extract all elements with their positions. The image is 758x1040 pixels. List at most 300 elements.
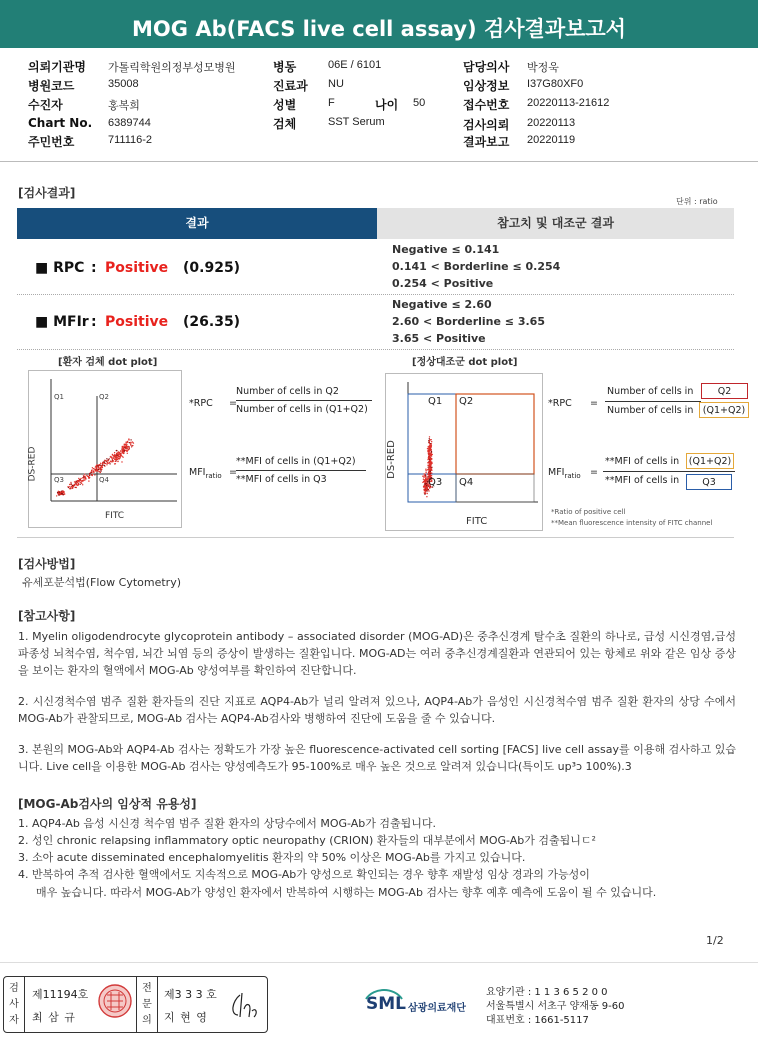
scatter-dot	[427, 462, 428, 463]
scatter-dot	[112, 457, 113, 458]
equals-sign: =	[229, 398, 237, 409]
scatter-dot	[132, 445, 133, 446]
scatter-dot	[425, 470, 426, 471]
mfir-name: ■ MFIr	[35, 314, 89, 330]
scatter-dot	[84, 474, 85, 475]
footnote-mfi: **Mean fluorescence intensity of FITC channel	[551, 519, 713, 527]
code-label: 병원코드	[28, 79, 75, 93]
rpc-name: ■ RPC	[35, 260, 85, 276]
rpc-numerator-box: Q2	[701, 383, 748, 399]
scatter-dot	[118, 455, 119, 456]
scatter-dot	[96, 469, 97, 470]
scatter-dot	[429, 452, 430, 453]
mfi-text: MFI	[548, 467, 565, 478]
scatter-dot	[430, 458, 431, 459]
scatter-dot	[91, 469, 92, 470]
scatter-dot	[127, 450, 128, 451]
box-divider	[136, 977, 137, 1032]
row-divider	[17, 349, 734, 350]
scatter-dot	[431, 441, 432, 442]
scatter-dot	[117, 461, 118, 462]
scatter-dot	[114, 454, 115, 455]
scatter-dot	[82, 484, 83, 485]
scatter-dot	[100, 470, 101, 471]
result-section-title: [검사결과]	[18, 186, 76, 200]
doctor-value: 박정욱	[527, 62, 559, 74]
rpc-formula-label: *RPC	[189, 398, 213, 409]
scatter-dot	[429, 446, 430, 447]
utility-item-1: 1. AQP4-Ab 음성 시신경 척수염 범주 질환 환자의 상당수에서 MOG-Ab가 검출됩니다.	[18, 817, 436, 830]
scatter-dot	[102, 463, 103, 464]
scatter-dot	[116, 450, 117, 451]
scatter-dot	[78, 478, 79, 479]
org-logo	[364, 985, 480, 1025]
utility-title: [MOG-Ab검사의 임상적 유용성]	[18, 797, 197, 811]
scatter-dot	[88, 476, 89, 477]
rpc-denominator: Number of cells in (Q1+Q2)	[236, 404, 368, 415]
scatter-dot	[69, 486, 70, 487]
scatter-dot	[130, 443, 131, 444]
scatter-dot	[431, 453, 432, 454]
scatter-dot	[115, 461, 116, 462]
scatter-dot	[429, 462, 430, 463]
scatter-dot	[424, 490, 425, 491]
scatter-dot	[429, 467, 430, 468]
examiner-label	[7, 981, 21, 1029]
mfi-subscript: ratio	[564, 471, 581, 480]
scatter-dot	[430, 462, 431, 463]
q2-label: Q2	[459, 396, 474, 407]
scatter-dot	[80, 479, 81, 480]
scatter-dot	[83, 479, 84, 480]
scatter-dot	[96, 470, 97, 471]
scatter-dot	[122, 452, 123, 453]
scatter-dot	[431, 455, 432, 456]
method-text: 유세포분석법(Flow Cytometry)	[22, 576, 182, 589]
scatter-dot	[428, 454, 429, 455]
rpc-ref-borderline: 0.141 < Borderline ≤ 0.254	[392, 260, 561, 273]
scatter-dot	[425, 492, 426, 493]
scatter-dot	[423, 486, 424, 487]
scatter-dot	[58, 495, 59, 496]
scatter-dot	[69, 484, 70, 485]
scatter-dot	[431, 467, 432, 468]
q3-label: Q3	[54, 476, 64, 484]
y-axis-label: DS-RED	[385, 440, 397, 479]
unit-label: 단위 : ratio	[676, 197, 718, 206]
mfi-numerator: **MFI of cells in (Q1+Q2)	[236, 456, 356, 467]
scatter-dot	[425, 482, 426, 483]
scatter-dot	[89, 473, 90, 474]
code-value: 35008	[108, 78, 139, 90]
note-item-1: 1. Myelin oligodendrocyte glycoprotein antibody – associated disorder (MOG-AD)은 중추신경계 탈수초 질환의 하나로, 급성 시신경염,급성파종성 뇌척수염, 척수염, 뇌간 뇌염 등의 증상이 발생하는 질환입니다. MOG-AD는 여러 중추신경계질환과 연관되어 있는 항체로 위와 같은 임상 증상을 보이는 환자의 혈액에서 MOG-Ab 양성여부를 확인하여 진단합니다.	[18, 630, 736, 677]
scatter-dot	[429, 440, 430, 441]
control-plot-title: [정상대조군 dot plot]	[412, 357, 518, 368]
scatter-dot	[425, 469, 426, 470]
q1-label: Q1	[54, 393, 64, 401]
mfi-text: MFI	[189, 467, 206, 478]
page-number: 1/2	[706, 934, 724, 947]
scatter-dot	[92, 467, 93, 468]
scatter-dot	[125, 450, 126, 451]
request-label: 검사의뢰	[463, 118, 510, 132]
q2-label: Q2	[99, 393, 109, 401]
col-result-label: 결과	[185, 216, 209, 230]
scatter-dot	[111, 461, 112, 462]
scatter-dot	[71, 486, 72, 487]
mfir-value: (26.35)	[183, 314, 241, 330]
specialist-name: 지 현 영	[164, 1011, 208, 1024]
patient-value: 홍복희	[108, 100, 140, 112]
specimen-value: SST Serum	[328, 116, 385, 128]
scatter-dot	[120, 451, 121, 452]
chart-label: Chart No.	[28, 116, 93, 130]
org-street: 서울특별시 서초구 양재동 9-60	[486, 1001, 625, 1012]
scatter-dot	[62, 494, 63, 495]
mfi-subscript: ratio	[205, 471, 222, 480]
header-info	[0, 55, 758, 150]
q1-label: Q1	[428, 396, 443, 407]
scatter-dot	[427, 459, 428, 460]
header-divider	[0, 161, 758, 162]
specialist-label-char: 전	[142, 983, 152, 994]
examiner-label-char: 자	[9, 1015, 19, 1026]
utility-item-4-cont: 매우 높습니다. 따라서 MOG-Ab가 양성인 환자에서 반복하여 시행하는 MOG-Ab 검사는 향후 예후 예측에 도움이 될 수 있습니다.	[36, 886, 657, 899]
sex-value: F	[328, 97, 335, 109]
footnote-rpc: *Ratio of positive cell	[551, 508, 626, 516]
age-value: 50	[413, 97, 426, 109]
scatter-dot	[78, 484, 79, 485]
scatter-dot	[60, 492, 61, 493]
scatter-dot	[108, 463, 109, 464]
scatter-dot	[112, 455, 113, 456]
scatter-dot	[98, 467, 99, 468]
rpc-denominator-lead: Number of cells in	[607, 405, 694, 416]
scatter-dot	[100, 469, 101, 470]
examiner-label-char: 사	[9, 999, 19, 1010]
scatter-dot	[100, 465, 101, 466]
specialist-label-char: 의	[142, 1015, 152, 1026]
age-label: 나이	[375, 98, 399, 112]
scatter-dot	[110, 456, 111, 457]
scatter-dot	[100, 472, 101, 473]
signature-icon	[226, 987, 262, 1023]
scatter-dot	[431, 470, 432, 471]
scatter-dot	[93, 470, 94, 471]
scatter-dot	[429, 473, 430, 474]
scatter-dot	[129, 442, 130, 443]
scatter-dot	[123, 450, 124, 451]
scatter-dot	[79, 481, 80, 482]
scatter-dot	[428, 449, 429, 450]
scatter-dot	[430, 444, 431, 445]
patient-dot-plot	[28, 370, 182, 528]
scatter-dot	[128, 439, 129, 440]
scatter-dot	[127, 453, 128, 454]
ward-value: 06E / 6101	[328, 59, 382, 71]
scatter-dot	[62, 491, 63, 492]
scatter-dot	[94, 474, 95, 475]
specialist-label	[140, 981, 154, 1029]
scatter-dot	[114, 463, 115, 464]
scatter-dot	[130, 439, 131, 440]
scatter-dot	[429, 470, 430, 471]
scatter-dot	[98, 469, 99, 470]
examiner-name: 최 삼 규	[32, 1011, 76, 1024]
fraction-bar	[236, 400, 372, 401]
rpc-colon: :	[91, 260, 97, 276]
scatter-dot	[105, 460, 106, 461]
scatter-dot	[125, 444, 126, 445]
plots-divider	[17, 537, 734, 538]
scatter-dot	[100, 463, 101, 464]
scatter-dot	[113, 457, 114, 458]
mfi-denominator-lead: **MFI of cells in	[605, 475, 680, 486]
scatter-dot	[123, 452, 124, 453]
scatter-dot	[114, 456, 115, 457]
scatter-dot	[91, 471, 92, 472]
scatter-dot	[99, 464, 100, 465]
rpc-ref-positive: 0.254 < Positive	[392, 277, 494, 290]
scatter-dot	[127, 441, 128, 442]
y-axis-label: DS-RED	[27, 446, 38, 482]
org-address	[486, 986, 625, 1028]
mfi-denominator: **MFI of cells in Q3	[236, 474, 327, 485]
scatter-dot	[427, 493, 428, 494]
scatter-dot	[128, 446, 129, 447]
result-header-left	[17, 208, 377, 239]
scatter-dot	[116, 453, 117, 454]
scatter-dot	[126, 445, 127, 446]
scatter-dot	[429, 463, 430, 464]
scatter-dot	[128, 448, 129, 449]
rpc-formula-label: *RPC	[548, 398, 572, 409]
scatter-dot	[117, 456, 118, 457]
scatter-dot	[110, 461, 111, 462]
rpc-numerator-lead: Number of cells in	[607, 386, 694, 397]
report-label: 결과보고	[463, 135, 510, 149]
scatter-dot	[429, 447, 430, 448]
scatter-dot	[97, 465, 98, 466]
result-row-mfir	[17, 295, 734, 349]
note-item-2: 2. 시신경척수염 범주 질환 환자들의 진단 지표로 AQP4-Ab가 널리 알려져 있으나, AQP4-Ab가 음성인 시신경척수염 범주 질환 환자의 상당 수에서 MOG-Ab가 관찰되므로, MOG-Ab 검사는 AQP4-Ab검사와 병행하여 진단에 도움을 줄 수 있습니다.	[18, 695, 736, 725]
utility-item-3: 3. 소아 acute disseminated encephalomyelitis 환자의 약 50% 이상은 MOG-Ab를 가지고 있습니다.	[18, 851, 526, 864]
box-divider	[24, 977, 25, 1032]
clinical-label: 임상정보	[463, 79, 510, 93]
scatter-dot	[101, 469, 102, 470]
notes-title: [참고사항]	[18, 609, 76, 623]
scatter-dot	[88, 480, 89, 481]
chart-value: 6389744	[108, 117, 151, 129]
scatter-dot	[56, 495, 57, 496]
mfi-formula-label	[548, 467, 581, 480]
scatter-dot	[57, 493, 58, 494]
official-seal-icon	[97, 983, 133, 1019]
scatter-dot	[117, 455, 118, 456]
scatter-dot	[425, 478, 426, 479]
scatter-dot	[75, 482, 76, 483]
org-code: 요양기관 : 1 1 3 6 5 2 0 0	[486, 987, 608, 998]
box-divider	[157, 977, 158, 1032]
scatter-dot	[429, 444, 430, 445]
patient-plot-title: [환자 검체 dot plot]	[58, 357, 158, 368]
scatter-dot	[83, 475, 84, 476]
scatter-dot	[429, 438, 430, 439]
scatter-dot	[431, 451, 432, 452]
scatter-dot	[109, 458, 110, 459]
scatter-dot	[122, 457, 123, 458]
scatter-dot	[423, 481, 424, 482]
scatter-dot	[121, 448, 122, 449]
patient-label: 수진자	[28, 98, 63, 112]
scatter-dot	[119, 454, 120, 455]
scatter-dot	[102, 467, 103, 468]
scatter-dot	[112, 459, 113, 460]
rpc-denominator-box: (Q1+Q2)	[699, 402, 749, 418]
mfi-formula-label	[189, 467, 222, 480]
scatter-dot	[426, 496, 427, 497]
clinical-value: I37G80XF0	[527, 78, 584, 90]
scatter-dot	[80, 484, 81, 485]
scatter-dot	[103, 461, 104, 462]
scatter-dot	[115, 457, 116, 458]
fraction-bar	[603, 471, 735, 472]
scatter-dot	[432, 454, 433, 455]
scatter-dot	[105, 463, 106, 464]
id-value: 711116-2	[108, 134, 153, 146]
utility-item-4: 4. 반복하여 추적 검사한 혈액에서도 지속적으로 MOG-Ab가 양성으로 확인되는 경우 향후 재발성 임상 경과의 가능성이	[18, 868, 590, 881]
scatter-dot	[122, 450, 123, 451]
footer-divider	[0, 962, 758, 963]
scatter-dot	[123, 448, 124, 449]
hospital-label: 의뢰기관명	[28, 60, 86, 74]
equals-sign: =	[229, 467, 237, 478]
specimen-label: 검체	[273, 117, 297, 131]
specialist-number: 제3 3 3 호	[164, 988, 217, 1001]
scatter-dot	[124, 444, 125, 445]
dept-value: NU	[328, 78, 344, 90]
fraction-bar	[236, 470, 366, 471]
scatter-dot	[85, 478, 86, 479]
scatter-dot	[100, 467, 101, 468]
scatter-dot	[424, 494, 425, 495]
sex-label: 성별	[273, 98, 297, 112]
mfir-ref-negative: Negative ≤ 2.60	[392, 298, 492, 311]
fraction-bar	[605, 401, 701, 402]
scatter-dot	[118, 458, 119, 459]
mfi-denominator-box: Q3	[686, 474, 732, 490]
mfir-ref-borderline: 2.60 < Borderline ≤ 3.65	[392, 315, 545, 328]
scatter-dot	[424, 485, 425, 486]
rpc-numerator: Number of cells in Q2	[236, 386, 339, 397]
scatter-dot	[104, 465, 105, 466]
scatter-dot	[428, 467, 429, 468]
scatter-dot	[426, 490, 427, 491]
scatter-dot	[423, 479, 424, 480]
control-dot-plot	[385, 373, 543, 531]
scatter-dot	[76, 487, 77, 488]
scatter-dot	[425, 472, 426, 473]
scatter-dot	[59, 492, 60, 493]
q3-label: Q3	[428, 477, 443, 488]
scatter-dot	[112, 454, 113, 455]
scatter-dot	[81, 483, 82, 484]
scatter-dot	[117, 459, 118, 460]
scatter-dot	[424, 492, 425, 493]
scatter-dot	[76, 484, 77, 485]
doctor-label: 담당의사	[463, 60, 510, 74]
scatter-dot	[89, 477, 90, 478]
scatter-dot	[429, 458, 430, 459]
hospital-value: 가톨릭학원의정부성모병원	[108, 62, 236, 74]
mfi-numerator-box: (Q1+Q2)	[686, 453, 734, 469]
col-ref-label: 참고치 및 대조군 결과	[497, 216, 614, 230]
utility-item-2: 2. 성인 chronic relapsing inflammatory optic neuropathy (CRION) 환자들의 대부분에서 MOG-Ab가 검출됩니ㄷ²	[18, 834, 596, 847]
scatter-dot	[119, 457, 120, 458]
result-header-right	[377, 208, 734, 239]
receipt-label: 접수번호	[463, 98, 510, 112]
signature-box	[3, 976, 268, 1033]
logo-text: SML	[366, 994, 406, 1014]
scatter-dot	[123, 449, 124, 450]
scatter-dot	[106, 464, 107, 465]
report-title: MOG Ab(FACS live cell assay) 검사결과보고서	[0, 0, 758, 48]
scatter-dot	[67, 486, 68, 487]
scatter-dot	[70, 483, 71, 484]
scatter-dot	[428, 472, 429, 473]
scatter-dot	[77, 480, 78, 481]
mfi-numerator-lead: **MFI of cells in	[605, 456, 680, 467]
scatter-dot	[89, 475, 90, 476]
method-title: [검사방법]	[18, 557, 76, 571]
scatter-dot	[70, 487, 71, 488]
id-label: 주민번호	[28, 135, 75, 149]
org-name: 삼광의료재단	[408, 1003, 466, 1014]
scatter-dot	[429, 456, 430, 457]
equals-sign: =	[590, 398, 598, 409]
equals-sign: =	[590, 467, 598, 478]
scatter-dot	[428, 489, 429, 490]
scatter-dot	[125, 448, 126, 449]
scatter-dot	[423, 473, 424, 474]
scatter-dot	[425, 486, 426, 487]
scatter-dot	[126, 444, 127, 445]
mfir-status: Positive	[105, 314, 169, 330]
x-axis-label: FITC	[466, 516, 488, 527]
scatter-dot	[95, 466, 96, 467]
scatter-dot	[126, 442, 127, 443]
scatter-dot	[107, 460, 108, 461]
scatter-dot	[430, 460, 431, 461]
scatter-dot	[116, 459, 117, 460]
report-value: 20220119	[527, 134, 576, 146]
scatter-dot	[107, 463, 108, 464]
scatter-dot	[106, 458, 107, 459]
scatter-dot	[94, 469, 95, 470]
scatter-dot	[133, 442, 134, 443]
request-value: 20220113	[527, 117, 576, 129]
mfir-ref-positive: 3.65 < Positive	[392, 332, 486, 345]
scatter-dot	[114, 452, 115, 453]
scatter-dot	[429, 436, 430, 437]
scatter-dot	[122, 447, 123, 448]
scatter-dot	[70, 482, 71, 483]
org-phone: 대표번호 : 1661-5117	[486, 1015, 589, 1026]
scatter-dot	[61, 493, 62, 494]
scatter-dot	[429, 449, 430, 450]
receipt-value: 20220113-21612	[527, 97, 610, 109]
scatter-dot	[92, 475, 93, 476]
